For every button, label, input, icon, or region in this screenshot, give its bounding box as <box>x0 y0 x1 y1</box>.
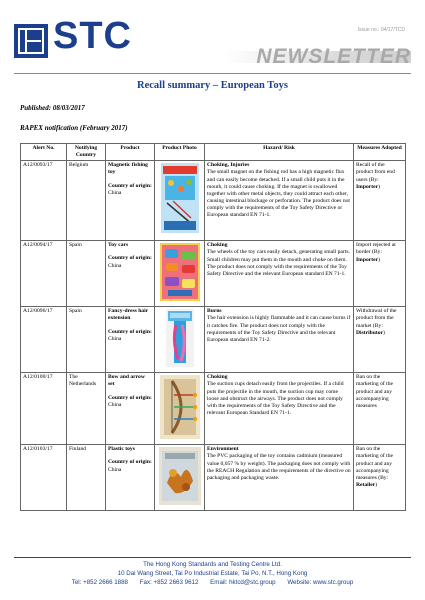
table-row <box>21 373 406 445</box>
origin-label: Country of origin: <box>108 182 152 189</box>
origin-value: China <box>108 335 122 342</box>
footer-website[interactable]: Website: www.stc.group <box>287 579 354 586</box>
product-photo-cell <box>155 373 205 445</box>
table-row <box>21 445 406 511</box>
alert-number: A12/0093/17 <box>21 161 67 241</box>
measure-by: Distributor <box>356 329 384 336</box>
origin-value: China <box>108 189 122 196</box>
origin-label: Country of origin: <box>108 459 152 466</box>
product-photo-cell <box>155 161 205 241</box>
footer-company: The Hong Kong Standards and Testing Centre Ltd. <box>143 561 282 568</box>
newsletter-banner <box>225 46 411 68</box>
footer-tel: Tel: +852 2666 1888 <box>71 579 129 586</box>
product-cell <box>106 445 155 511</box>
header-notifying-country: Notifying Country <box>67 144 106 161</box>
origin-label: Country of origin: <box>108 328 152 335</box>
fishing-toy-photo <box>161 163 199 233</box>
toy-cars-photo <box>160 243 200 301</box>
product-cell <box>106 241 155 307</box>
measure-text: Import rejected at border (By: <box>356 242 396 256</box>
hazard-description: The hair extension is highly flammable and it can cause burns if it catches fire. The product does not comply with the requirements of the Toy Safety Directive and the relevant European standard EN 71-2. <box>207 315 351 343</box>
measures-cell <box>354 161 406 241</box>
published-date: Published: 08/03/2017 <box>20 104 85 112</box>
measure-text: Ban on the marketing of the product and any accompanying measures <box>356 374 393 409</box>
hair-extension-photo <box>166 309 194 367</box>
alert-number: A12/0094/17 <box>21 241 67 307</box>
measure-text: Recall of the product from end users (By: <box>356 162 395 183</box>
plastic-toys-photo <box>159 447 201 505</box>
bow-arrow-photo <box>160 375 200 439</box>
hazard-title: Choking <box>207 374 228 381</box>
header-measures-adopted: Measures Adopted <box>354 144 406 161</box>
measure-by: Importer <box>356 183 379 190</box>
product-cell <box>106 307 155 373</box>
hazard-title: Burns <box>207 308 222 315</box>
footer-divider <box>14 557 411 558</box>
origin-value: China <box>108 401 122 408</box>
product-name: Toy cars <box>108 242 129 249</box>
measure-end: ) <box>375 482 378 489</box>
hazard-title: Environment <box>207 446 239 453</box>
rapex-notification: RAPEX notification (February 2017) <box>20 124 128 132</box>
measures-cell <box>354 241 406 307</box>
notifying-country: Finland <box>67 445 106 511</box>
recall-table <box>20 143 406 511</box>
table-header-row <box>21 144 406 161</box>
measure-by: Importer <box>356 256 379 263</box>
notifying-country: The Netherlands <box>67 373 106 445</box>
stc-logo-mark <box>14 24 48 58</box>
product-name: Fancy-dress hair extension <box>108 308 149 322</box>
alert-number: A12/0103/17 <box>21 445 67 511</box>
hazard-description: The PVC packaging of the toy contains cadmium (measured value 0,057 % by weight). The packaging does not comply with the REACH Regulation and the requirements of the directive on packaging and packaging waste. <box>207 453 351 481</box>
measure-end: ) <box>383 329 385 336</box>
hazard-cell <box>205 161 354 241</box>
hazard-cell <box>205 445 354 511</box>
measure-by: Retailer <box>356 482 376 489</box>
product-photo-cell <box>155 445 205 511</box>
measure-text: Ban on the marketing of the product and any accompanying measures (By: <box>356 446 393 481</box>
notifying-country: Spain <box>67 241 106 307</box>
header-hazard-risk: Hazard/ Risk <box>205 144 354 161</box>
header-product: Product <box>106 144 155 161</box>
hazard-title: Choking, Injuries <box>207 162 250 169</box>
measure-end: ) <box>378 183 380 190</box>
table-row <box>21 241 406 307</box>
product-name: Bow and arrow set <box>108 374 145 388</box>
newsletter-title: NEWSLETTER <box>256 45 411 68</box>
product-photo-cell <box>155 307 205 373</box>
hazard-cell <box>205 373 354 445</box>
table-row <box>21 161 406 241</box>
header-divider <box>14 73 411 74</box>
footer-contact <box>0 580 425 586</box>
table-row <box>21 307 406 373</box>
origin-value: China <box>108 262 122 269</box>
header-product-photo: Product Photo <box>155 144 205 161</box>
hazard-cell <box>205 307 354 373</box>
measure-end: ) <box>378 256 380 263</box>
alert-number: A12/0100/17 <box>21 373 67 445</box>
measures-cell <box>354 307 406 373</box>
footer-address: 10 Dai Wang Street, Tai Po Industrial Estate, Tai Po, N.T., Hong Kong <box>117 570 308 577</box>
notifying-country: Belgium <box>67 161 106 241</box>
issue-number: Issue no.: 04/17/TCD <box>357 27 405 33</box>
product-cell <box>106 373 155 445</box>
measure-text: Withdrawal of the product from the market (By: <box>356 308 397 329</box>
product-name: Magnetic fishing toy <box>108 162 148 176</box>
hazard-description: The small magnet on the fishing rod has a high magnetic flux and can easily become detached. If a small child puts it in the mouth, it could cause choking. If the magnet is swallowed together with other metal objects, they could attract each other, causing intestinal blockage or perforation. The product does not comply with the requirements of the Toy Safety Directive or European standard EN 71-1. <box>207 169 350 219</box>
stc-logo-text: STC <box>53 15 132 57</box>
origin-value: China <box>108 466 122 473</box>
origin-label: Country of origin: <box>108 394 152 401</box>
origin-label: Country of origin: <box>108 255 152 262</box>
hazard-description: The wheels of the toy cars easily detach, generating small parts. Small children may put them in the mouth and choke on them. The product does not comply with the requirements of the Toy Safety Directive and the relevant European standard EN 71-1. <box>207 249 350 277</box>
measures-cell <box>354 445 406 511</box>
product-cell <box>106 161 155 241</box>
measures-cell <box>354 373 406 445</box>
hazard-description: The suction cups detach easily from the projectiles. If a child puts the projectile in the mouth, the suction cup may come loose and obstruct the airways. The product does not comply with the requirements of the Toy Safety Directive and the relevant European Standard EN 71-1. <box>207 381 344 417</box>
alert-number: A12/0096/17 <box>21 307 67 373</box>
product-photo-cell <box>155 241 205 307</box>
product-name: Plastic toys <box>108 446 135 453</box>
header-alert-no: Alert No. <box>21 144 67 161</box>
notifying-country: Spain <box>67 307 106 373</box>
footer-fax: Fax: +852 2663 9612 <box>139 579 199 586</box>
page-title: Recall summary – European Toys <box>137 80 288 91</box>
footer-email[interactable]: Email: hktcd@stc.group <box>210 579 276 586</box>
hazard-title: Choking <box>207 242 228 249</box>
hazard-cell <box>205 241 354 307</box>
